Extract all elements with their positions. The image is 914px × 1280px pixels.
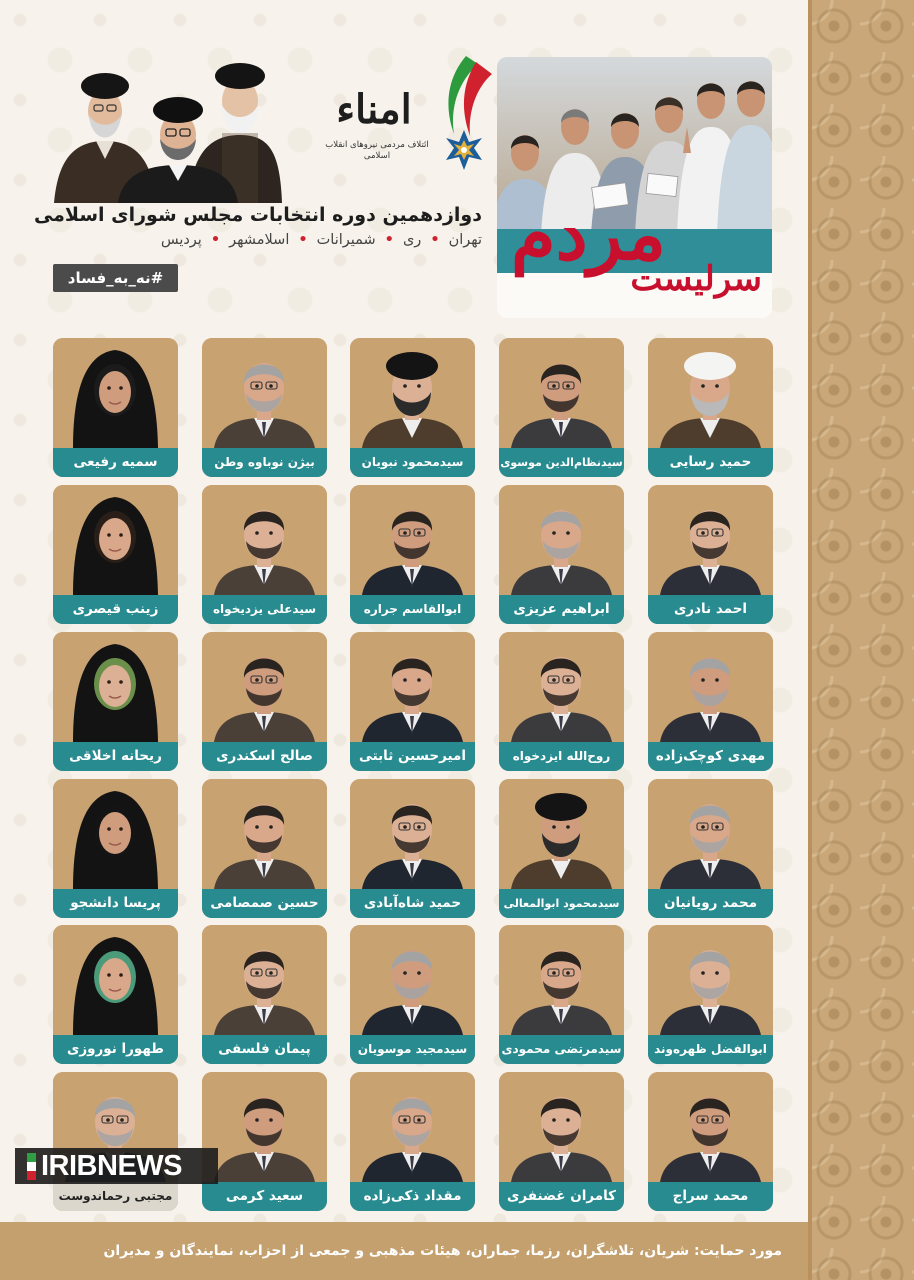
candidate-photo: [499, 779, 624, 889]
candidate-card: [53, 925, 178, 1064]
candidate-portrait: [648, 779, 773, 889]
candidate-photo: [53, 485, 178, 595]
candidate-card: [202, 485, 327, 624]
candidate-name: محمد سراج: [648, 1182, 773, 1211]
candidate-portrait: [648, 925, 773, 1035]
candidate-name: حمید رسایی: [648, 448, 773, 477]
candidate-photo: [202, 925, 327, 1035]
candidate-photo: [202, 1072, 327, 1182]
support-text: مورد حمایت: شریان، تلاشگران، رزما، جماران، هیئات مذهبی و جمعی از احزاب، نمایندگان و مدیران: [103, 1243, 782, 1259]
candidate-portrait: [202, 925, 327, 1035]
amna-logo: [318, 52, 500, 177]
candidate-card: [648, 632, 773, 771]
flag-icon: [27, 1153, 36, 1180]
candidate-name: احمد نادری: [648, 595, 773, 624]
candidate-card: [350, 779, 475, 918]
candidate-portrait: [648, 338, 773, 448]
candidate-photo: [648, 925, 773, 1035]
region-separator-dot: •: [430, 232, 440, 248]
region-name: اسلامشهر: [229, 232, 290, 248]
candidate-name: سعید کرمی: [202, 1182, 327, 1211]
candidate-photo: [648, 485, 773, 595]
candidate-portrait: [499, 925, 624, 1035]
candidate-card: [53, 632, 178, 771]
candidate-portrait: [499, 632, 624, 742]
candidate-name: ابوالقاسم جراره: [350, 595, 475, 624]
candidate-portrait: [350, 925, 475, 1035]
candidate-photo: [53, 779, 178, 889]
region-name: پردیس: [160, 232, 202, 248]
page-title: دوازدهمین دوره انتخابات مجلس شورای اسلامی: [33, 204, 482, 226]
candidate-name: سیدمحمود ابوالمعالی: [499, 889, 624, 918]
region-name: تهران: [448, 232, 482, 248]
candidate-name: پیمان فلسفی: [202, 1035, 327, 1064]
candidate-photo: [350, 925, 475, 1035]
candidate-photo: [648, 1072, 773, 1182]
logo-emblem-icon: [426, 52, 500, 174]
candidate-photo: [53, 338, 178, 448]
side-pattern-edge: [808, 0, 812, 1280]
candidate-card: [350, 925, 475, 1064]
candidate-name: زینب قیصری: [53, 595, 178, 624]
candidate-card: [202, 779, 327, 918]
candidate-card: [350, 485, 475, 624]
candidate-name: مقداد ذکی‌زاده: [350, 1182, 475, 1211]
candidate-name: حسین صمصامی: [202, 889, 327, 918]
candidate-name: محمد رویانیان: [648, 889, 773, 918]
candidate-card: [350, 632, 475, 771]
candidate-name: سیدنظام‌الدین موسوی: [499, 448, 624, 477]
candidate-photo: [53, 632, 178, 742]
candidate-photo: [499, 925, 624, 1035]
candidate-photo: [499, 338, 624, 448]
candidate-portrait: [350, 338, 475, 448]
candidate-name: صالح اسکندری: [202, 742, 327, 771]
candidate-portrait: [53, 779, 178, 889]
candidate-name: سیدمحمود نبویان: [350, 448, 475, 477]
candidate-portrait: [202, 779, 327, 889]
candidate-photo: [350, 485, 475, 595]
candidate-portrait: [350, 779, 475, 889]
candidate-portrait: [648, 632, 773, 742]
logo-subtitle: ائتلاف مردمی نیروهای انقلاب اسلامی: [325, 140, 429, 161]
candidate-photo: [53, 925, 178, 1035]
candidate-portrait: [350, 632, 475, 742]
logo-wordmark: امناء: [336, 86, 412, 133]
candidate-name: سیدعلی یزدیخواه: [202, 595, 327, 624]
region-name: شمیرانات: [316, 232, 376, 248]
candidate-photo: [648, 338, 773, 448]
slogan-prefix: سرلیست: [630, 259, 762, 299]
candidate-card: [648, 338, 773, 477]
iribnews-watermark: [15, 1148, 218, 1184]
candidate-card: [202, 632, 327, 771]
candidate-name: سیدمجید موسویان: [350, 1035, 475, 1064]
candidate-portrait: [648, 1072, 773, 1182]
candidate-name: ریحانه اخلاقی: [53, 742, 178, 771]
candidate-card: [648, 925, 773, 1064]
leaders-portraits: [50, 55, 282, 203]
candidate-portrait: [350, 485, 475, 595]
candidate-photo: [202, 485, 327, 595]
candidate-photo: [648, 632, 773, 742]
decorative-side-pattern: [808, 0, 914, 1280]
region-name: ری: [402, 232, 422, 248]
candidate-card: [53, 485, 178, 624]
candidate-photo: [350, 632, 475, 742]
candidate-card: [648, 1072, 773, 1211]
hashtag-badge: #نه_به_فساد: [53, 264, 178, 292]
candidate-portrait: [53, 925, 178, 1035]
candidate-card: [53, 338, 178, 477]
candidate-name: مهدی کوچک‌زاده: [648, 742, 773, 771]
candidate-card: [202, 925, 327, 1064]
candidate-portrait: [53, 485, 178, 595]
candidate-photo: [202, 779, 327, 889]
candidate-portrait: [499, 485, 624, 595]
candidate-portrait: [202, 485, 327, 595]
candidate-photo: [350, 338, 475, 448]
hero-banner: [497, 57, 772, 318]
candidate-portrait: [202, 338, 327, 448]
candidate-photo: [499, 1072, 624, 1182]
footer-bar: [0, 1222, 808, 1280]
region-separator-dot: •: [298, 232, 308, 248]
candidate-card: [648, 779, 773, 918]
region-separator-dot: •: [384, 232, 394, 248]
candidate-portrait: [648, 485, 773, 595]
candidate-card: [350, 1072, 475, 1211]
candidate-portrait: [350, 1072, 475, 1182]
candidate-card: [202, 338, 327, 477]
candidate-card: [648, 485, 773, 624]
candidate-portrait: [499, 1072, 624, 1182]
candidate-name: ابراهیم عزیزی: [499, 595, 624, 624]
candidate-card: [499, 485, 624, 624]
candidate-name: کامران غضنفری: [499, 1182, 624, 1211]
slogan-main: مردم: [511, 191, 666, 276]
candidate-name: ابوالفضل ظهره‌وند: [648, 1035, 773, 1064]
candidate-name: سمیه رفیعی: [53, 448, 178, 477]
candidate-portrait: [53, 632, 178, 742]
candidate-portrait: [202, 632, 327, 742]
candidate-card: [499, 925, 624, 1064]
watermark-text: IRIBNEWS: [41, 1150, 182, 1182]
candidate-card: [499, 1072, 624, 1211]
candidate-portrait: [499, 338, 624, 448]
candidate-card: [53, 1072, 178, 1211]
candidate-name: طهورا نوروزی: [53, 1035, 178, 1064]
candidate-portrait: [53, 338, 178, 448]
candidate-name: امیرحسین ثابتی: [350, 742, 475, 771]
candidate-portrait: [202, 1072, 327, 1182]
candidate-card: [499, 338, 624, 477]
candidate-photo: [202, 338, 327, 448]
region-separator-dot: •: [210, 232, 221, 248]
region-list: [40, 232, 482, 256]
candidate-card: [202, 1072, 327, 1211]
candidate-photo: [499, 632, 624, 742]
candidate-photo: [350, 779, 475, 889]
candidate-photo: [648, 779, 773, 889]
candidate-card: [499, 632, 624, 771]
candidate-name: سیدمرتضی محمودی: [499, 1035, 624, 1064]
candidate-card: [499, 779, 624, 918]
candidate-card: [53, 779, 178, 918]
candidate-photo: [499, 485, 624, 595]
candidate-name: مجتبی رحماندوست: [53, 1182, 178, 1211]
candidate-name: بیژن نوباوه وطن: [202, 448, 327, 477]
candidate-photo: [202, 632, 327, 742]
candidate-name: حمید شاه‌آبادی: [350, 889, 475, 918]
candidate-photo: [350, 1072, 475, 1182]
candidate-portrait: [499, 779, 624, 889]
candidate-name: روح‌الله ایزدخواه: [499, 742, 624, 771]
candidate-name: پریسا دانشجو: [53, 889, 178, 918]
candidate-card: [350, 338, 475, 477]
